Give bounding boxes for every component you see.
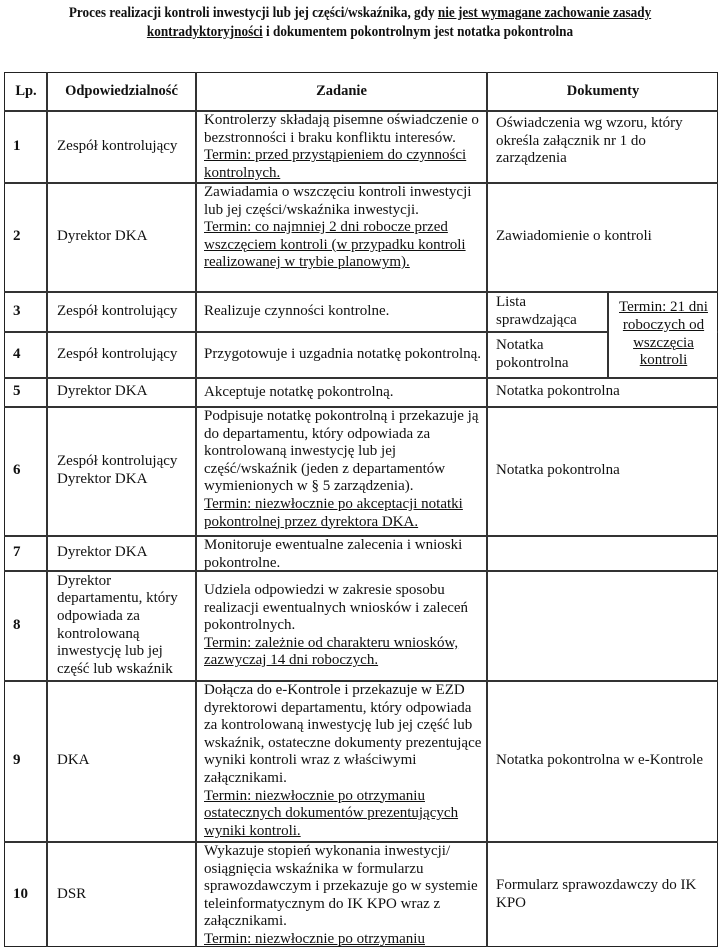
title-text-start: Proces realizacji kontroli inwestycji lub jej części/wskaźnika, gdy — [68, 5, 438, 21]
row-number-text: 2 — [13, 228, 21, 245]
row-number-text: 8 — [13, 616, 21, 633]
task-cell-content — [204, 408, 482, 531]
row-number — [6, 183, 46, 291]
task-text: Dołącza do e-Kontrole i przekazuje w EZD dyrektorowi departamentu, który odpowiada za kontrolowaną inwestycję lub jej część lub wskaźnik, ostateczne dokumenty prezentujące wyniki kontroli wraz z właściwymi załącznikami. — [204, 682, 482, 786]
title-text-end: i dokumentem pokontrolnym jest notatka pokontrolna — [262, 24, 574, 40]
header-lp-label: Lp. — [15, 82, 37, 99]
header-task-content — [197, 83, 486, 101]
responsibility-cell — [48, 571, 195, 680]
responsibility-text: DKA — [57, 752, 90, 769]
deadline-text: Termin: co najmniej 2 dni robocze przed wszczęciem kontroli (w przypadku kontroli realizowanej w trybie planowym). — [204, 219, 466, 271]
row-number-content — [13, 303, 46, 321]
header-lp — [6, 73, 46, 110]
row-number-content — [13, 138, 46, 156]
responsibility-cell — [48, 292, 195, 331]
shared-deadline-cell-content — [609, 299, 718, 369]
documents-text: Notatka pokontrolna — [496, 462, 620, 479]
row-number-content — [13, 544, 46, 562]
document-title — [25, 4, 695, 42]
task-cell-content — [204, 184, 482, 272]
documents-cell — [488, 407, 718, 535]
task-text: Udziela odpowiedzi w zakresie sposobu realizacji ewentualnych wniosków i zaleceń pokontrolnych. — [204, 582, 469, 634]
row-number-text: 5 — [13, 383, 21, 400]
row-number — [6, 681, 46, 841]
responsibility-cell-content — [57, 303, 195, 321]
task-cell-content — [204, 582, 482, 670]
responsibility-text: Dyrektor DKA — [57, 544, 148, 561]
responsibility-cell — [48, 332, 195, 377]
row-number-text: 10 — [13, 885, 28, 902]
row-number — [6, 378, 46, 406]
documents-text: Lista sprawdzająca — [496, 293, 577, 328]
header-responsibility-content — [48, 83, 195, 101]
responsibility-cell-content — [57, 544, 195, 562]
responsibility-cell — [48, 111, 195, 182]
responsibility-cell — [48, 842, 195, 947]
row-number — [6, 111, 46, 182]
responsibility-text: DSR — [57, 885, 87, 902]
task-cell-content — [204, 843, 482, 949]
documents-cell-content — [496, 228, 714, 246]
responsibility-text: Dyrektor DKA — [57, 228, 148, 245]
documents-cell-content — [496, 462, 714, 480]
responsibility-text: Zespół kontrolujący — [57, 302, 178, 319]
row-number-content — [13, 228, 46, 246]
task-cell — [197, 571, 486, 680]
row-number-content — [13, 617, 46, 635]
responsibility-cell — [48, 183, 195, 291]
documents-text: Formularz sprawozdawczy do IK KPO — [496, 876, 697, 911]
header-task — [197, 73, 486, 110]
header-documents-label: Dokumenty — [566, 82, 640, 99]
deadline-text: Termin: niezwłocznie po otrzymaniu — [204, 930, 425, 947]
responsibility-cell — [48, 681, 195, 841]
documents-cell — [488, 571, 718, 680]
deadline-text: Termin: niezwłocznie po akceptacji notatki pokontrolnej przez dyrektora DKA. — [204, 495, 463, 530]
task-text: Kontrolerzy składają pisemne oświadczenie o bezstronności i braku konfliktu interesów. — [204, 112, 479, 146]
responsibility-cell-content — [57, 138, 195, 156]
row-number-content — [13, 383, 46, 401]
responsibility-cell-content — [57, 383, 195, 401]
row-number-text: 7 — [13, 544, 21, 561]
shared-deadline-text: Termin: 21 dni roboczych od wszczęcia kontroli — [619, 299, 708, 369]
header-task-label: Zadanie — [316, 82, 367, 99]
task-text: Wykazuje stopień wykonania inwestycji/ osiągnięcia wskaźnika w formularzu sprawozdawczym i przekazuje go w systemie teleinformatycznym do IK KPO wraz z załącznikami. — [204, 843, 478, 930]
responsibility-cell-content — [57, 573, 195, 679]
responsibility-cell-content — [57, 228, 195, 246]
responsibility-text: Dyrektor DKA — [57, 383, 148, 400]
documents-cell-content — [496, 877, 714, 912]
documents-text: Notatka pokontrolna w e-Kontrole — [496, 752, 704, 769]
task-text: Zawiadamia o wszczęciu kontroli inwestycji lub jej części/wskaźnika inwestycji. — [204, 184, 472, 218]
header-documents-content — [488, 83, 718, 101]
documents-cell — [488, 536, 718, 570]
row-number-content — [13, 886, 46, 904]
row-number — [6, 292, 46, 331]
documents-cell — [488, 183, 718, 291]
row-number — [6, 407, 46, 535]
row-number-text: 4 — [13, 345, 21, 362]
documents-cell-content — [496, 383, 714, 401]
row-number-content — [13, 462, 46, 480]
documents-text: Zawiadomienie o kontroli — [496, 228, 652, 245]
deadline-text: Termin: zależnie od charakteru wniosków, zazwyczaj 14 dni roboczych. — [204, 634, 459, 669]
documents-cell-content — [496, 337, 603, 372]
row-number-text: 3 — [13, 302, 21, 319]
responsibility-text: Zespół kontrolujący Dyrektor DKA — [57, 453, 178, 487]
row-number-content — [13, 752, 46, 770]
row-number — [6, 332, 46, 377]
row-number — [6, 842, 46, 947]
documents-cell — [488, 292, 607, 331]
responsibility-text: Zespół kontrolujący — [57, 345, 178, 362]
documents-cell — [488, 332, 607, 377]
deadline-text: Termin: niezwłocznie po otrzymaniu ostatecznych dokumentów prezentujących wyniki kontroli. — [204, 787, 459, 839]
documents-text: Oświadczenia wg wzoru, który określa załącznik nr 1 do zarządzenia — [496, 115, 683, 167]
row-number-text: 1 — [13, 137, 21, 154]
deadline-text: Termin: przed przystąpieniem do czynności kontrolnych. — [204, 147, 467, 181]
responsibility-cell-content — [57, 346, 195, 364]
task-text: Realizuje czynności kontrolne. — [204, 303, 390, 320]
responsibility-cell — [48, 378, 195, 406]
header-lp-content — [6, 83, 46, 101]
title-text-underlined: nie jest wymagane zachowanie zasady kontradyktoryjności — [146, 5, 652, 40]
row-number — [6, 536, 46, 570]
task-cell-content — [204, 384, 482, 402]
task-cell-content — [204, 346, 482, 364]
task-cell-content — [204, 303, 482, 321]
documents-cell-content — [496, 752, 714, 770]
task-text: Przygotowuje i uzgadnia notatkę pokontrolną. — [204, 346, 482, 363]
responsibility-cell-content — [57, 752, 195, 770]
task-cell — [197, 183, 486, 291]
task-cell-content — [204, 682, 482, 840]
responsibility-text: Dyrektor departamentu, który odpowiada za kontrolowaną inwestycję lub jej część lub wskaźnik — [57, 572, 178, 677]
documents-cell — [488, 681, 718, 841]
responsibility-text: Zespół kontrolujący — [57, 137, 178, 154]
shared-deadline-cell — [609, 292, 718, 377]
task-cell — [197, 536, 486, 570]
task-text: Monitoruje ewentualne zalecenia i wnioski pokontrolne. — [204, 537, 463, 571]
documents-cell-content — [496, 115, 714, 168]
documents-text: Notatka pokontrolna — [496, 383, 620, 400]
header-responsibility — [48, 73, 195, 110]
header-responsibility-label: Odpowiedzialność — [65, 82, 178, 99]
task-cell — [197, 407, 486, 535]
row-number-text: 6 — [13, 462, 21, 479]
documents-cell — [488, 842, 718, 947]
task-text: Akceptuje notatkę pokontrolną. — [204, 383, 394, 400]
task-cell — [197, 332, 486, 377]
task-cell — [197, 681, 486, 841]
row-number-content — [13, 346, 46, 364]
row-number-text: 9 — [13, 752, 21, 769]
responsibility-cell — [48, 536, 195, 570]
responsibility-cell-content — [57, 453, 195, 488]
task-cell — [197, 842, 486, 947]
task-cell — [197, 111, 486, 182]
documents-cell — [488, 111, 718, 182]
task-cell — [197, 292, 486, 331]
responsibility-cell — [48, 407, 195, 535]
documents-cell — [488, 378, 718, 406]
task-text: Podpisuje notatkę pokontrolną i przekazuje ją do departamentu, który odpowiada za kontrolowaną inwestycję lub jej część/wskaźnik (jeden z departamentów wymienionych w § 5 zarządzenia). — [204, 408, 479, 495]
header-documents — [488, 73, 718, 110]
responsibility-cell-content — [57, 886, 195, 904]
task-cell-content — [204, 112, 482, 182]
row-number — [6, 571, 46, 680]
documents-cell-content — [496, 294, 603, 329]
task-cell-content — [204, 537, 482, 572]
documents-text: Notatka pokontrolna — [496, 336, 569, 371]
task-cell — [197, 378, 486, 406]
